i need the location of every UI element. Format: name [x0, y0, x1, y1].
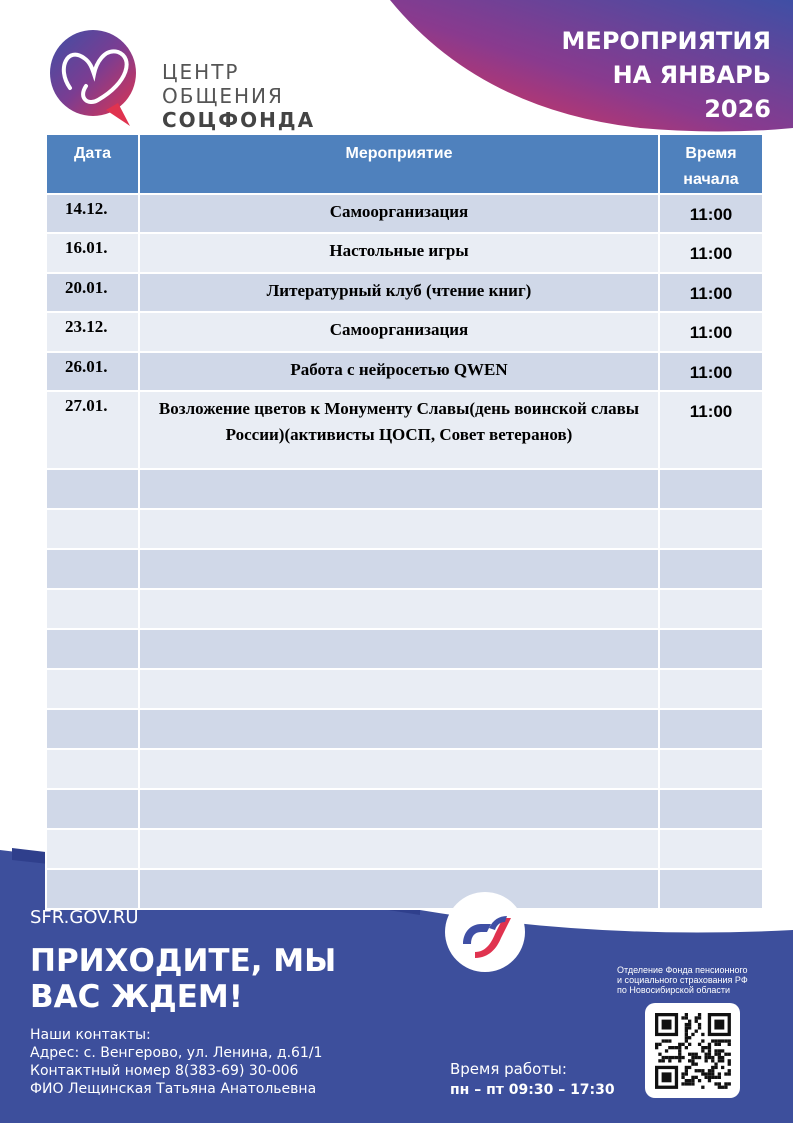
- empty-cell: [659, 549, 763, 589]
- empty-cell: [139, 469, 659, 509]
- empty-cell: [659, 789, 763, 829]
- cell-time: 11:00: [659, 194, 763, 233]
- cell-date: 16.01.: [46, 233, 139, 273]
- empty-cell: [659, 749, 763, 789]
- cell-date: 26.01.: [46, 352, 139, 391]
- qr-code-image: [645, 1003, 740, 1098]
- contacts-block: [30, 1026, 322, 1098]
- empty-table-row: [46, 549, 763, 589]
- cell-date: 20.01.: [46, 273, 139, 312]
- cell-time: 11:00: [659, 312, 763, 352]
- logo-line-2: ОБЩЕНИЯ: [162, 84, 284, 108]
- cell-event: Самоорганизация: [139, 194, 659, 233]
- empty-cell: [139, 669, 659, 709]
- table-row: [46, 352, 763, 391]
- cell-event: Работа с нейросетью QWEN: [139, 352, 659, 391]
- empty-cell: [139, 509, 659, 549]
- cell-time: 11:00: [659, 391, 763, 469]
- logo-text: [162, 60, 315, 132]
- empty-cell: [139, 869, 659, 909]
- cell-date: 14.12.: [46, 194, 139, 233]
- empty-cell: [46, 749, 139, 789]
- empty-table-row: [46, 589, 763, 629]
- phone: Контактный номер 8(383-69) 30-006: [30, 1063, 299, 1079]
- org-line-2: и социального страхования РФ: [617, 975, 748, 985]
- table-row: [46, 233, 763, 273]
- empty-table-row: [46, 789, 763, 829]
- page-title: [562, 24, 771, 126]
- sfr-logo-badge: [445, 892, 525, 972]
- empty-table-row: [46, 669, 763, 709]
- empty-table-row: [46, 709, 763, 749]
- empty-cell: [139, 709, 659, 749]
- events-table: [45, 133, 764, 910]
- empty-table-row: [46, 749, 763, 789]
- org-line-3: по Новосибирской области: [617, 985, 731, 995]
- logo-line-3: СОЦФОНДА: [162, 108, 316, 132]
- cell-event: Самоорганизация: [139, 312, 659, 352]
- cell-date: 23.12.: [46, 312, 139, 352]
- empty-cell: [139, 789, 659, 829]
- empty-cell: [139, 629, 659, 669]
- empty-cell: [659, 469, 763, 509]
- empty-cell: [46, 789, 139, 829]
- contact-person: ФИО Лещинская Татьяна Анатольевна: [30, 1081, 317, 1097]
- empty-cell: [46, 709, 139, 749]
- empty-cell: [46, 549, 139, 589]
- heart-logo-icon: [48, 28, 143, 128]
- empty-cell: [46, 469, 139, 509]
- empty-cell: [46, 869, 139, 909]
- title-line-2: НА ЯНВАРЬ: [612, 61, 771, 89]
- logo-line-1: ЦЕНТР: [162, 60, 240, 84]
- empty-cell: [139, 589, 659, 629]
- working-hours-value: пн – пт 09:30 – 17:30: [450, 1082, 615, 1098]
- empty-table-row: [46, 509, 763, 549]
- empty-cell: [659, 829, 763, 869]
- table-row: [46, 273, 763, 312]
- cell-date: 27.01.: [46, 391, 139, 469]
- empty-cell: [46, 829, 139, 869]
- empty-table-row: [46, 469, 763, 509]
- empty-cell: [659, 669, 763, 709]
- empty-cell: [659, 869, 763, 909]
- table-row: [46, 391, 763, 469]
- empty-cell: [659, 709, 763, 749]
- title-line-3: 2026: [704, 95, 771, 123]
- site-url[interactable]: SFR.GOV.RU: [30, 907, 139, 928]
- empty-cell: [659, 509, 763, 549]
- cell-event: Возложение цветов к Монументу Славы(день воинской славы России)(активисты ЦОСП, Совет ветеранов): [139, 391, 659, 469]
- qr-code[interactable]: [645, 1003, 740, 1098]
- cell-time: 11:00: [659, 273, 763, 312]
- address: Адрес: с. Венгерово, ул. Ленина, д.61/1: [30, 1045, 323, 1061]
- empty-table-row: [46, 629, 763, 669]
- slogan: ПРИХОДИТЕ, МЫ ВАС ЖДЕМ!: [30, 943, 337, 1015]
- empty-cell: [139, 829, 659, 869]
- column-header-time: Время начала: [659, 134, 763, 194]
- working-hours-label: Время работы:: [450, 1060, 567, 1078]
- column-header-event: Мероприятие: [139, 134, 659, 194]
- sfr-organization: [617, 965, 767, 995]
- table-header-row: [46, 134, 763, 194]
- empty-cell: [659, 629, 763, 669]
- empty-cell: [46, 669, 139, 709]
- table-row: [46, 312, 763, 352]
- empty-table-row: [46, 869, 763, 909]
- org-line-1: Отделение Фонда пенсионного: [617, 965, 748, 975]
- cell-event: Настольные игры: [139, 233, 659, 273]
- cell-time: 11:00: [659, 352, 763, 391]
- empty-cell: [139, 549, 659, 589]
- empty-cell: [46, 629, 139, 669]
- empty-cell: [139, 749, 659, 789]
- empty-cell: [46, 589, 139, 629]
- cell-time: 11:00: [659, 233, 763, 273]
- column-header-date: Дата: [46, 134, 139, 194]
- empty-cell: [659, 589, 763, 629]
- sfr-logo-icon: [445, 892, 525, 972]
- table-row: [46, 194, 763, 233]
- empty-table-row: [46, 829, 763, 869]
- contacts-title: Наши контакты:: [30, 1027, 151, 1043]
- title-line-1: МЕРОПРИЯТИЯ: [561, 27, 771, 55]
- cell-event: Литературный клуб (чтение книг): [139, 273, 659, 312]
- empty-cell: [46, 509, 139, 549]
